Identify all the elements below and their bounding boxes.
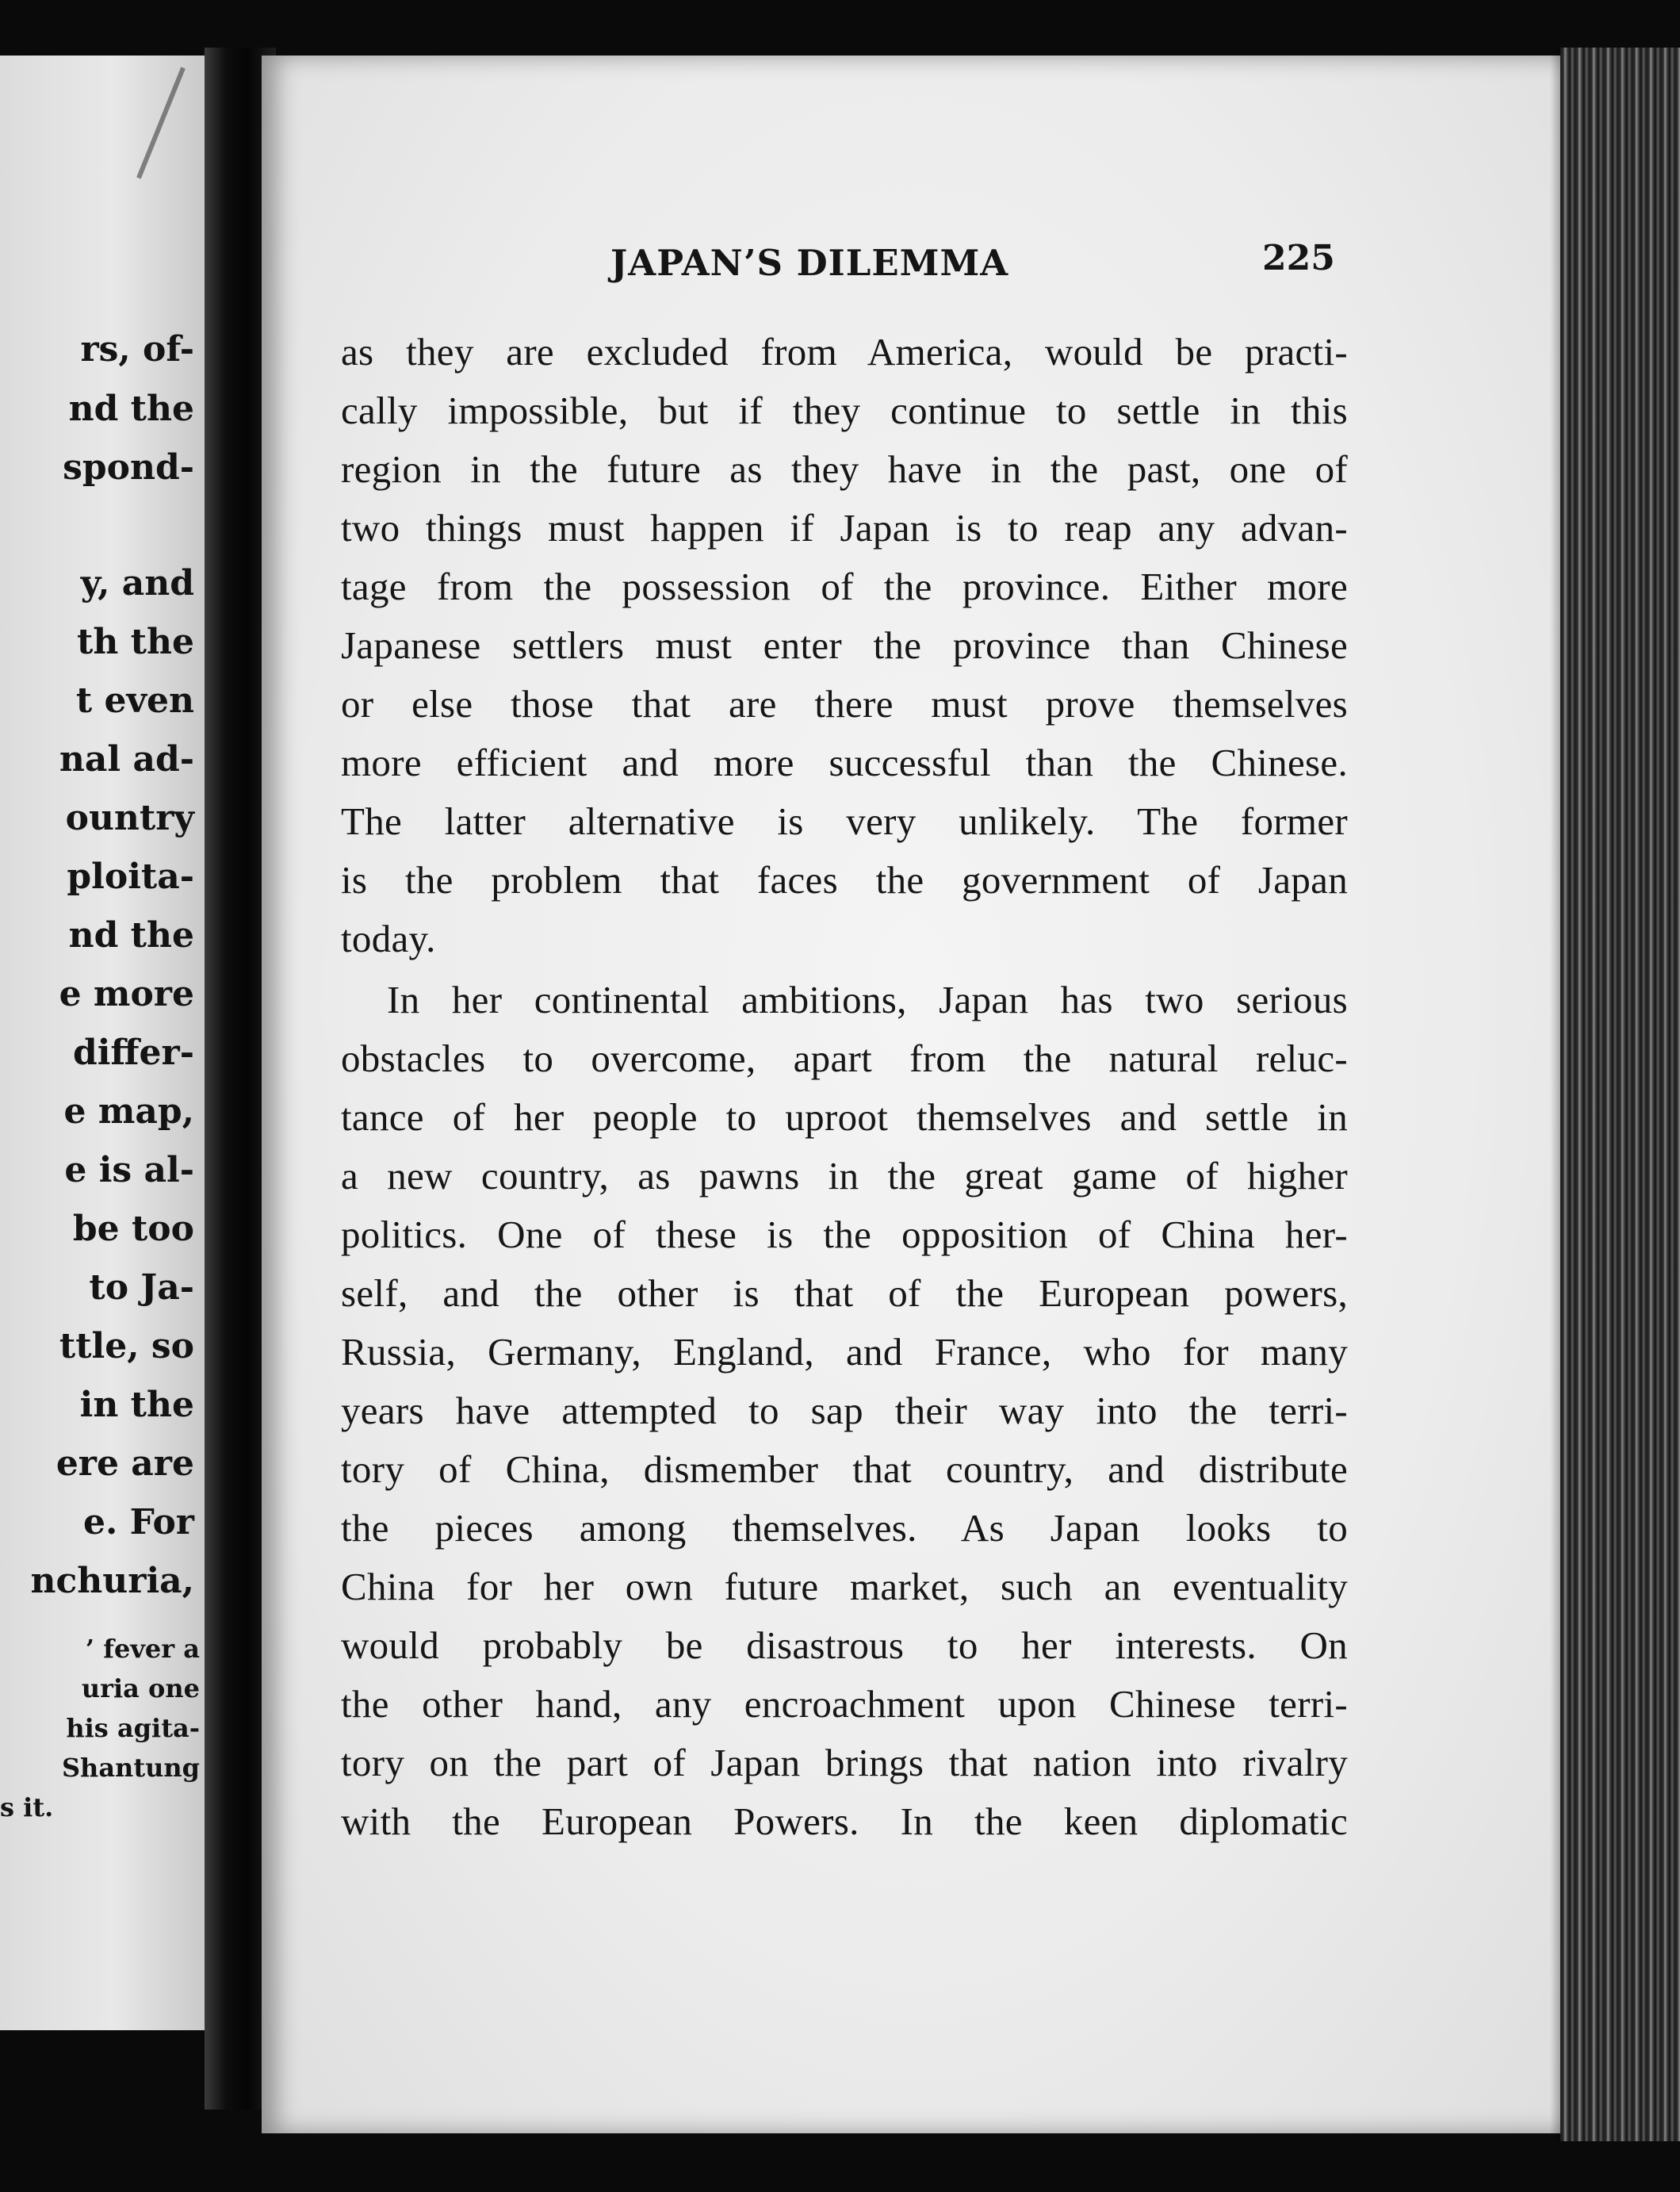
body-line: two things must happen if Japan is to reap any advan-	[341, 506, 1348, 550]
body-line: region in the future as they have in the past, one of	[341, 447, 1348, 491]
body-line: politics. One of these is the opposition of China her-	[341, 1213, 1348, 1256]
left-page-line: nd the	[68, 389, 194, 429]
body-line: tance of her people to uproot themselves and settle in	[341, 1095, 1348, 1139]
body-line: a new country, as pawns in the great game of higher	[341, 1154, 1348, 1198]
left-page-line: spond-	[63, 447, 194, 488]
left-page-line: to Ja-	[89, 1267, 194, 1308]
book-fore-edge	[1560, 48, 1680, 2141]
left-page-line: ploita-	[67, 856, 194, 897]
body-line: is the problem that faces the government of Japan	[341, 858, 1348, 902]
body-line: In her continental ambitions, Japan has two serious	[387, 978, 1348, 1021]
body-line: Russia, Germany, England, and France, who for many	[341, 1330, 1348, 1374]
body-line: as they are excluded from America, would be practi-	[341, 330, 1348, 374]
body-line: cally impossible, but if they continue to settle in this	[341, 389, 1348, 432]
left-page-line: in the	[79, 1385, 194, 1425]
left-page-footnote-line: Shantung	[61, 1753, 200, 1783]
body-line: today.	[341, 917, 436, 960]
left-page-line: nd the	[68, 915, 194, 956]
body-line: Japanese settlers must enter the province than Chinese	[341, 623, 1348, 667]
body-line: with the European Powers. In the keen diplomatic	[341, 1799, 1348, 1843]
left-page-line: y, and	[80, 563, 194, 604]
left-page-line: be too	[72, 1209, 194, 1249]
left-page-line: ere are	[55, 1443, 194, 1484]
left-page-line: differ-	[72, 1033, 194, 1073]
body-line: tage from the possession of the province. Either more	[341, 565, 1348, 608]
body-line: The latter alternative is very unlikely. The former	[341, 799, 1348, 843]
body-line: China for her own future market, such an eventuality	[341, 1565, 1348, 1608]
body-line: or else those that are there must prove themselves	[341, 682, 1348, 726]
left-page-line: nal ad-	[59, 739, 194, 780]
body-line: obstacles to overcome, apart from the natural reluc-	[341, 1037, 1348, 1080]
left-facing-page	[0, 56, 206, 2030]
left-page-line: e is al-	[64, 1150, 194, 1190]
body-line: tory on the part of Japan brings that nation into rivalry	[341, 1741, 1348, 1784]
left-page-line: t even	[75, 680, 194, 721]
body-line: the pieces among themselves. As Japan looks to	[341, 1506, 1348, 1550]
body-line: the other hand, any encroachment upon Chinese terri-	[341, 1682, 1348, 1726]
left-page-line: th the	[77, 622, 194, 662]
left-page-line: e map,	[63, 1091, 194, 1132]
main-page	[262, 56, 1562, 2133]
left-page-line: nchuria,	[30, 1561, 194, 1601]
body-line: more efficient and more successful than the Chinese.	[341, 741, 1348, 784]
left-page-line: e. For	[83, 1502, 194, 1542]
left-page-footnote-line: uria one	[81, 1673, 200, 1703]
left-page-footnote-line: s it.	[0, 1792, 54, 1822]
left-page-line: ountry	[65, 798, 194, 838]
body-line: would probably be disastrous to her interests. On	[341, 1623, 1348, 1667]
left-page-footnote-line: his agita-	[66, 1713, 200, 1743]
left-page-line: rs, of-	[80, 329, 194, 370]
left-page-footnote-line: ’ fever a	[85, 1634, 200, 1664]
left-page-line: ttle, so	[59, 1326, 194, 1366]
running-head: JAPAN’S DILEMMA	[610, 242, 1009, 284]
body-line: tory of China, dismember that country, and distribute	[341, 1447, 1348, 1491]
body-line: self, and the other is that of the European powers,	[341, 1271, 1348, 1315]
page-number: 225	[1262, 238, 1335, 278]
body-line: years have attempted to sap their way into the terri-	[341, 1389, 1348, 1432]
left-page-line: e more	[59, 974, 194, 1014]
